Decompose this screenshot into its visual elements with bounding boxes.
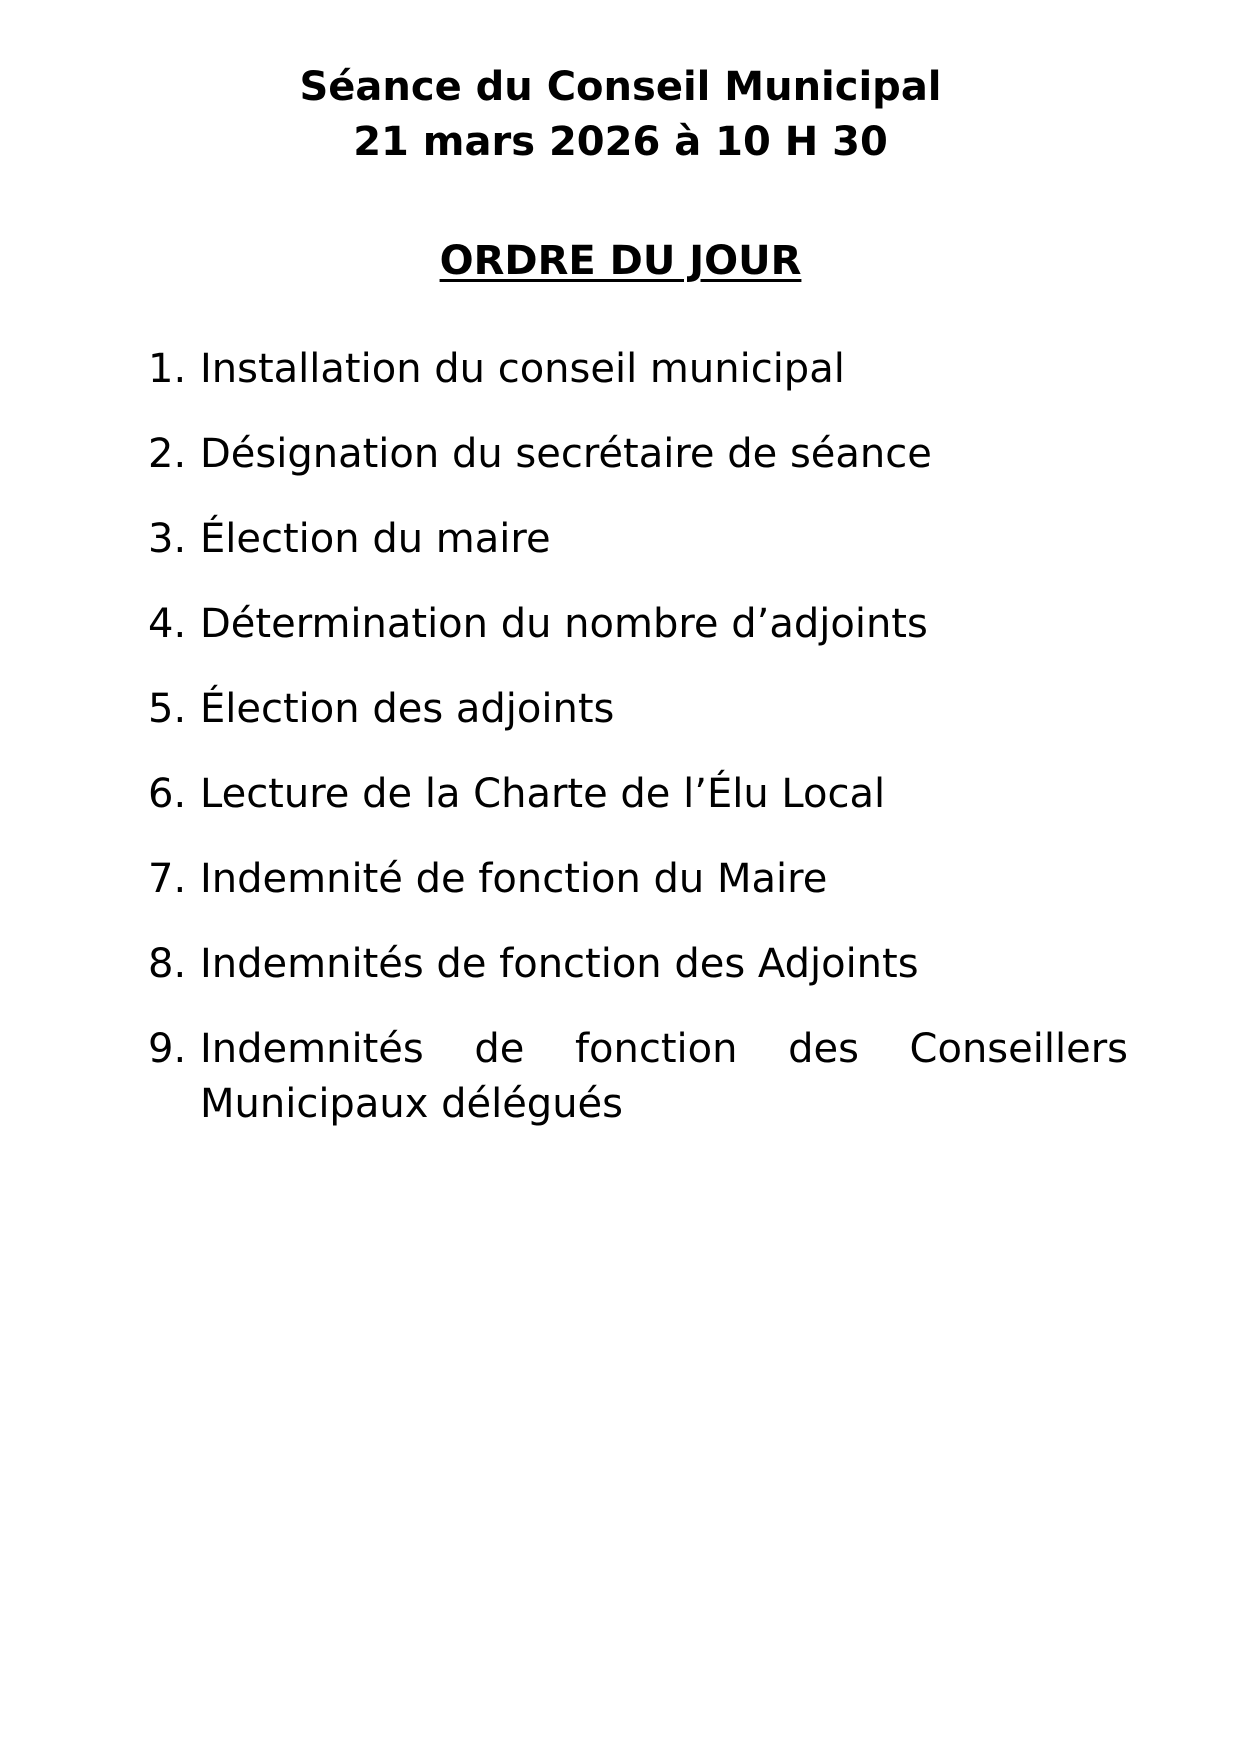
agenda-item-number: 4. bbox=[148, 601, 187, 647]
agenda-item-number: 9. bbox=[148, 1026, 187, 1072]
agenda-item-text: Indemnité de fonction du Maire bbox=[200, 856, 828, 902]
agenda-item-number: 8. bbox=[148, 941, 187, 987]
agenda-item-number: 5. bbox=[148, 686, 187, 732]
meeting-title: Séance du Conseil Municipal bbox=[299, 64, 942, 110]
agenda-item-text: Installation du conseil municipal bbox=[200, 346, 845, 392]
agenda-item-number: 6. bbox=[148, 771, 187, 817]
agenda-item-number: 1. bbox=[148, 346, 187, 392]
agenda-item-number: 2. bbox=[148, 431, 187, 477]
agenda-item-number: 3. bbox=[148, 516, 187, 562]
agenda-item-text: Élection du maire bbox=[200, 516, 551, 562]
agenda-item-text: Détermination du nombre d’adjoints bbox=[200, 601, 928, 647]
agenda-item-text: Indemnités de fonction des Conseillers Municipaux délégués bbox=[200, 1026, 1128, 1127]
agenda-heading-text: ORDRE DU JOUR bbox=[439, 238, 802, 284]
agenda-item-text: Lecture de la Charte de l’Élu Local bbox=[200, 771, 886, 817]
agenda-item-number: 7. bbox=[148, 856, 187, 902]
meeting-date: 21 mars 2026 à 10 H 30 bbox=[353, 119, 888, 165]
agenda-item-text: Indemnités de fonction des Adjoints bbox=[200, 941, 919, 987]
agenda-item-text: Désignation du secrétaire de séance bbox=[200, 431, 932, 477]
agenda-item-text: Élection des adjoints bbox=[200, 686, 615, 732]
